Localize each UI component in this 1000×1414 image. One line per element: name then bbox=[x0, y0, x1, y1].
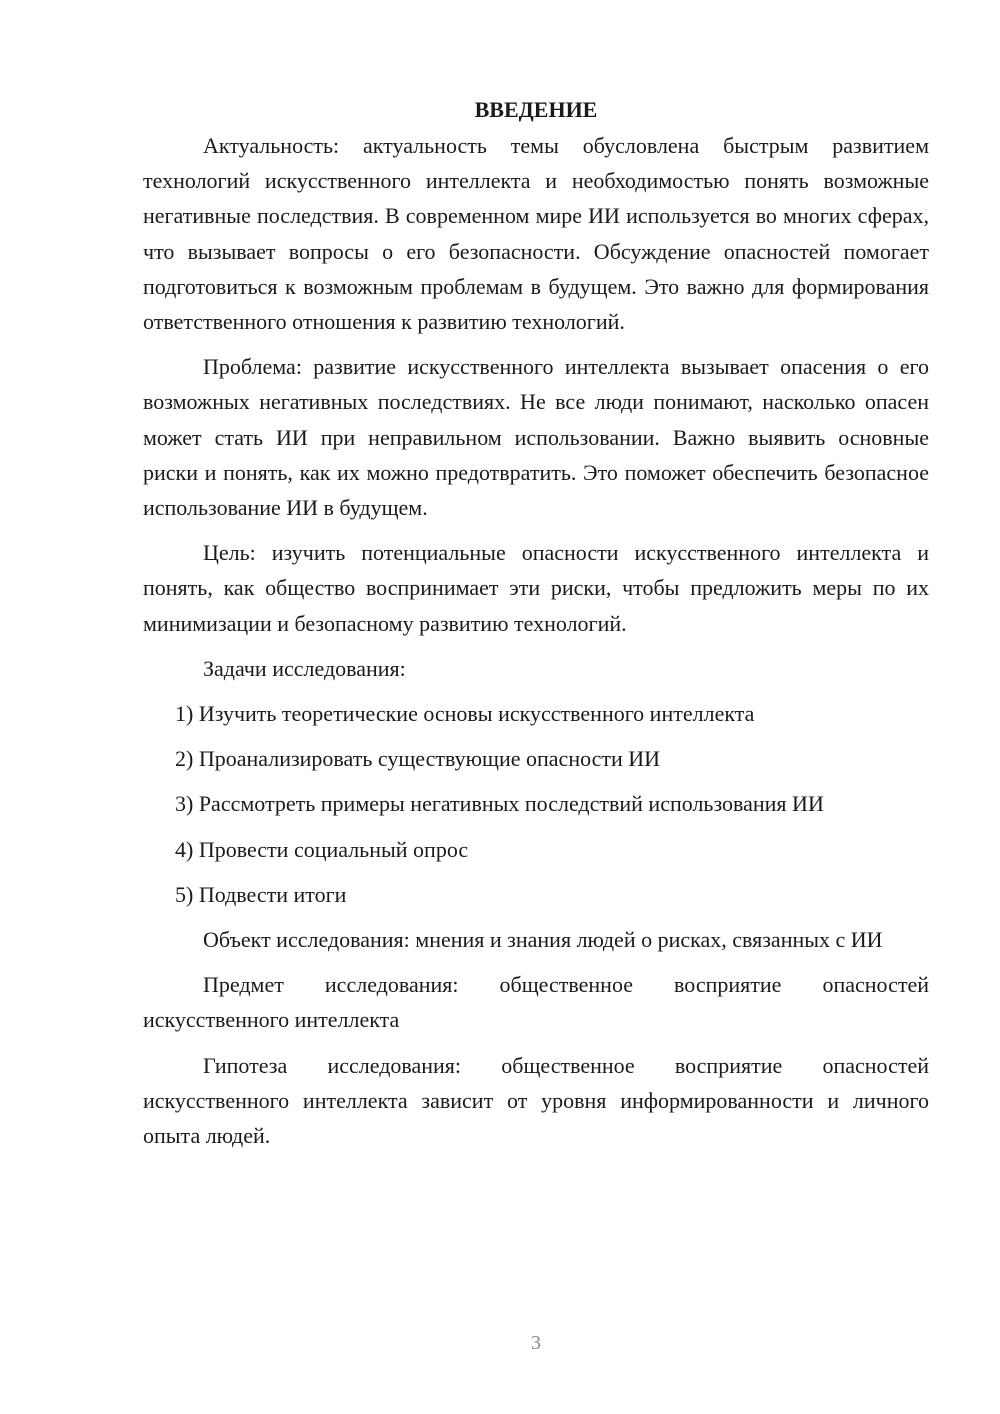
hypothesis-paragraph: Гипотеза исследования: общественное восприятие опасностей искусственного интеллекта зависит от уровня информированности и личного опыта людей. bbox=[143, 1052, 929, 1149]
page-number: 3 bbox=[531, 1332, 541, 1354]
list-item: 1) Изучить теоретические основы искусственного интеллекта bbox=[175, 701, 755, 727]
list-item: 4) Провести социальный опрос bbox=[175, 836, 469, 862]
goal-paragraph: Цель: изучить потенциальные опасности искусственного интеллекта и понять, как общество воспринимает эти риски, чтобы предложить меры по их минимизации и безопасному развитию технологий. bbox=[143, 540, 929, 636]
problem-paragraph: Проблема: развитие искусственного интеллекта вызывает опасения о его возможных негативных последствиях. Не все люди понимают, насколько опасен может стать ИИ при неправильном использовании. Важно выявить основные риски и понять, как их можно предотвратить. Это поможет обеспечить безопасное использование ИИ в будущем. bbox=[143, 354, 929, 521]
list-item: 5) Подвести итоги bbox=[175, 881, 347, 907]
list-item: 3) Рассмотреть примеры негативных последствий использования ИИ bbox=[175, 791, 824, 817]
tasks-heading: Задачи исследования: bbox=[203, 655, 406, 681]
object-paragraph: Объект исследования: мнения и знания людей о рисках, связанных с ИИ bbox=[203, 927, 883, 953]
relevance-paragraph: Актуальность: актуальность темы обусловлена быстрым развитием технологий искусственного интеллекта и необходимостью понять возможные негативные последствия. В современном мире ИИ используется во многих сферах, что вызывает вопросы о его безопасности. Обсуждение опасностей помогает подготовиться к возможным проблемам в будущем. Это важно для формирования ответственного отношения к развитию технологий. bbox=[143, 133, 929, 335]
subject-paragraph: Предмет исследования: общественное восприятие опасностей искусственного интеллекта bbox=[143, 972, 929, 1033]
list-item: 2) Проанализировать существующие опасности ИИ bbox=[175, 746, 661, 772]
page-title: ВВЕДЕНИЕ bbox=[474, 97, 598, 122]
document-page bbox=[143, 92, 929, 1153]
